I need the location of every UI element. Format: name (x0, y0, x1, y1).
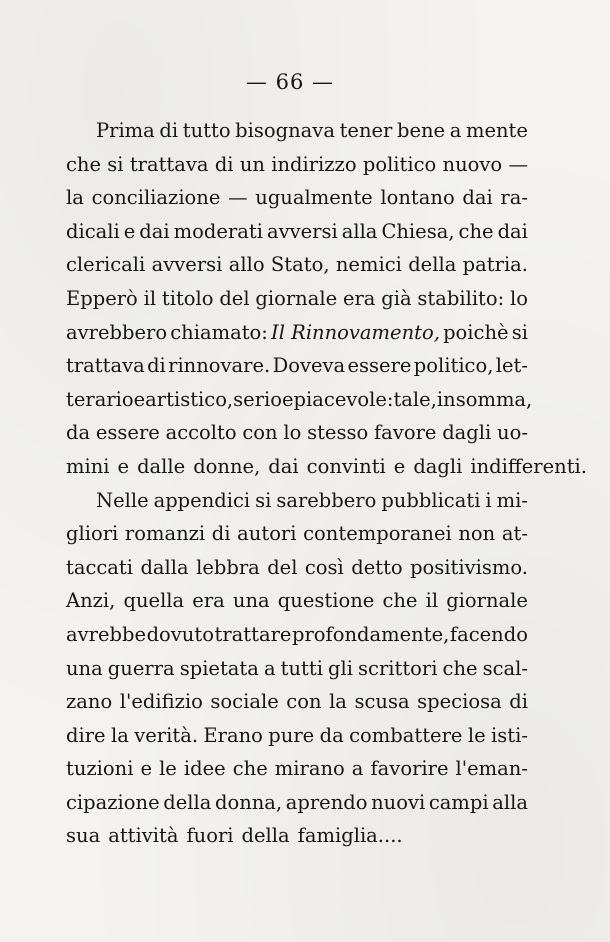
word: romanzi (124, 522, 206, 546)
word: Doveva (272, 354, 346, 378)
word: lontano (380, 186, 455, 210)
word: una (232, 589, 270, 613)
word: le (159, 757, 177, 781)
word: tale, (393, 387, 437, 411)
word: ra- (500, 186, 528, 210)
text-line (66, 551, 528, 585)
word: nemici (335, 253, 402, 277)
word: taccati (66, 555, 134, 579)
word: gliori (66, 522, 119, 546)
word: del (267, 555, 298, 579)
text-line (66, 349, 528, 383)
word: del (219, 286, 250, 310)
word: lo (283, 421, 302, 445)
word: let- (495, 354, 528, 378)
word: il (425, 589, 439, 613)
text-line (66, 652, 528, 686)
word: tutto (182, 119, 231, 142)
word: indirizzo (271, 152, 357, 176)
word: a (263, 656, 276, 680)
word: dire (66, 723, 106, 747)
word: che (458, 219, 494, 243)
word: della (408, 253, 457, 277)
word: — (228, 186, 248, 210)
word: moderati (173, 219, 263, 243)
word: ugualmente (255, 186, 373, 210)
word: favore (373, 421, 437, 445)
text-line (66, 316, 528, 350)
word: avversi (266, 219, 338, 243)
word: e (133, 387, 146, 411)
word: era (342, 286, 376, 310)
paragraph (66, 114, 587, 484)
word: patria. (462, 253, 528, 277)
text-line (66, 383, 533, 417)
word: indifferenti. (470, 454, 587, 478)
word: autori (237, 522, 297, 546)
word: e (282, 387, 294, 411)
word: pure (268, 723, 315, 747)
word: spietata (179, 656, 259, 680)
word: contemporanei (303, 522, 452, 546)
text-line (66, 215, 528, 249)
word: trattava (129, 152, 209, 176)
word: Erano (203, 723, 263, 747)
paragraph (66, 484, 528, 854)
word: lebbra (196, 555, 260, 579)
word: trattava (66, 354, 145, 378)
word: attività (108, 824, 179, 848)
word: già (381, 286, 412, 310)
word: di (159, 119, 179, 142)
word: nuovo (442, 152, 503, 176)
word: conciliazione (91, 186, 221, 210)
word: si (511, 320, 528, 344)
text-line (66, 752, 528, 786)
text-line (66, 114, 528, 148)
word: sociale (210, 690, 279, 714)
word: le (467, 723, 486, 747)
word: l'eman- (455, 757, 528, 781)
word: la (329, 690, 347, 714)
word: alla (492, 790, 528, 814)
word: così (304, 555, 344, 579)
word: la (66, 186, 84, 210)
text-line (66, 685, 528, 719)
word: e (393, 454, 406, 478)
word: essere (95, 421, 160, 445)
word: avrebbero (66, 320, 168, 344)
word: essere (347, 354, 412, 378)
word: chiamato: (170, 320, 268, 344)
word: facendo (449, 622, 528, 646)
word: di (147, 354, 166, 378)
word: si (255, 488, 272, 512)
word: che (66, 152, 102, 176)
body-text (66, 114, 587, 853)
word: che (232, 757, 268, 781)
word: che (382, 589, 418, 613)
word: donna, (214, 790, 283, 814)
word: convinti (306, 454, 386, 478)
text-line (66, 181, 528, 215)
word: mente (465, 119, 528, 142)
word: mi- (496, 488, 528, 512)
page-number: — 66 — (245, 70, 335, 94)
word: dagli (442, 421, 492, 445)
word: idee (183, 757, 226, 781)
word: profondamente, (291, 622, 450, 646)
text-line (66, 416, 528, 450)
word: questione (277, 589, 375, 613)
word: accolto (165, 421, 237, 445)
word: dai (139, 219, 170, 243)
text-line (66, 248, 528, 282)
word: era (192, 589, 225, 613)
word: serio (233, 387, 282, 411)
word: tuzioni (66, 757, 134, 781)
word: avversi (151, 253, 223, 277)
word: pubblicati (381, 488, 481, 512)
word: bisognava (235, 119, 335, 142)
word: il (143, 286, 157, 310)
word: i (485, 488, 492, 512)
word: e (123, 219, 136, 243)
word: e (117, 454, 130, 478)
text-line (66, 282, 528, 316)
word: di (509, 690, 528, 714)
word: rinnovare. (168, 354, 271, 378)
word: alla (341, 219, 378, 243)
word: trattare (214, 622, 292, 646)
word: si (107, 152, 124, 176)
word: dagli (413, 454, 463, 478)
word: at- (501, 522, 528, 546)
word: Anzi, (66, 589, 116, 613)
word: cipazione (66, 790, 160, 814)
word: Prima (96, 119, 155, 142)
word: la (110, 723, 129, 747)
word: piacevole: (293, 387, 394, 411)
word: un (239, 152, 265, 176)
word: mini (66, 454, 110, 478)
word: dicali (66, 219, 120, 243)
word: avrebbe (66, 622, 147, 646)
word: tener (339, 119, 393, 142)
text-line (66, 584, 528, 618)
word: aprendo (285, 790, 368, 814)
word: dai (462, 186, 493, 210)
word: dai (497, 219, 528, 243)
word: della (163, 790, 212, 814)
word: allo (228, 253, 265, 277)
word: con (286, 690, 322, 714)
word: Chiesa, (381, 219, 455, 243)
word: positivismo. (410, 555, 528, 579)
word: da (66, 421, 91, 445)
word: sarebbero (276, 488, 377, 512)
word: gli (328, 656, 353, 680)
word: politico (362, 152, 437, 176)
word: Stato, (270, 253, 330, 277)
word: con (242, 421, 278, 445)
word: appendici (153, 488, 251, 512)
word: Nelle (96, 488, 149, 512)
word: verità. (134, 723, 199, 747)
text-line (66, 484, 528, 518)
word: favorire (370, 757, 449, 781)
word: fuori (186, 824, 234, 848)
word: non (458, 522, 496, 546)
word: a (449, 119, 462, 142)
word: poichè (443, 320, 509, 344)
word: campi (428, 790, 489, 814)
word: e (140, 757, 153, 781)
word: scrittori (358, 656, 438, 680)
word: dalla (140, 555, 189, 579)
word: stabilito: (417, 286, 505, 310)
word: a (351, 757, 364, 781)
word: giornale (446, 589, 528, 613)
word: politico, (413, 354, 494, 378)
word: bene (396, 119, 446, 142)
word: famiglia.... (297, 824, 403, 848)
word: Il Rinnovamento, (271, 320, 440, 344)
word: lo (510, 286, 528, 310)
word: insomma, (436, 387, 533, 411)
word: sua (66, 824, 101, 848)
word: quella (123, 589, 185, 613)
word: di (211, 522, 231, 546)
text-line (66, 148, 528, 182)
word: uo- (497, 421, 528, 445)
word: una (66, 656, 103, 680)
word: scusa (354, 690, 410, 714)
word: l'edifizio (119, 690, 203, 714)
word: titolo (161, 286, 214, 310)
word: clericali (66, 253, 146, 277)
word: artistico, (145, 387, 234, 411)
word: mirano (274, 757, 345, 781)
word: guerra (107, 656, 175, 680)
word: dovuto (146, 622, 214, 646)
word: da (319, 723, 344, 747)
word: speciosa (417, 690, 502, 714)
word: Epperò (66, 286, 138, 310)
word: tutti (280, 656, 323, 680)
word: nuovi (371, 790, 426, 814)
word: isti- (491, 723, 528, 747)
word: giornale (255, 286, 338, 310)
word: di (214, 152, 234, 176)
word: dalle (137, 454, 186, 478)
text-line (66, 786, 528, 820)
word: — (508, 152, 528, 176)
word: terario (66, 387, 134, 411)
text-line (66, 819, 528, 853)
word: della (241, 824, 290, 848)
word: donne, (193, 454, 261, 478)
word: stesso (307, 421, 369, 445)
word: dai (268, 454, 299, 478)
text-line (66, 618, 528, 652)
text-line (66, 450, 587, 484)
word: zano (66, 690, 113, 714)
word: che (442, 656, 478, 680)
word: scal- (482, 656, 528, 680)
text-line (66, 517, 528, 551)
text-line (66, 719, 528, 753)
word: combattere (349, 723, 463, 747)
word: detto (351, 555, 403, 579)
